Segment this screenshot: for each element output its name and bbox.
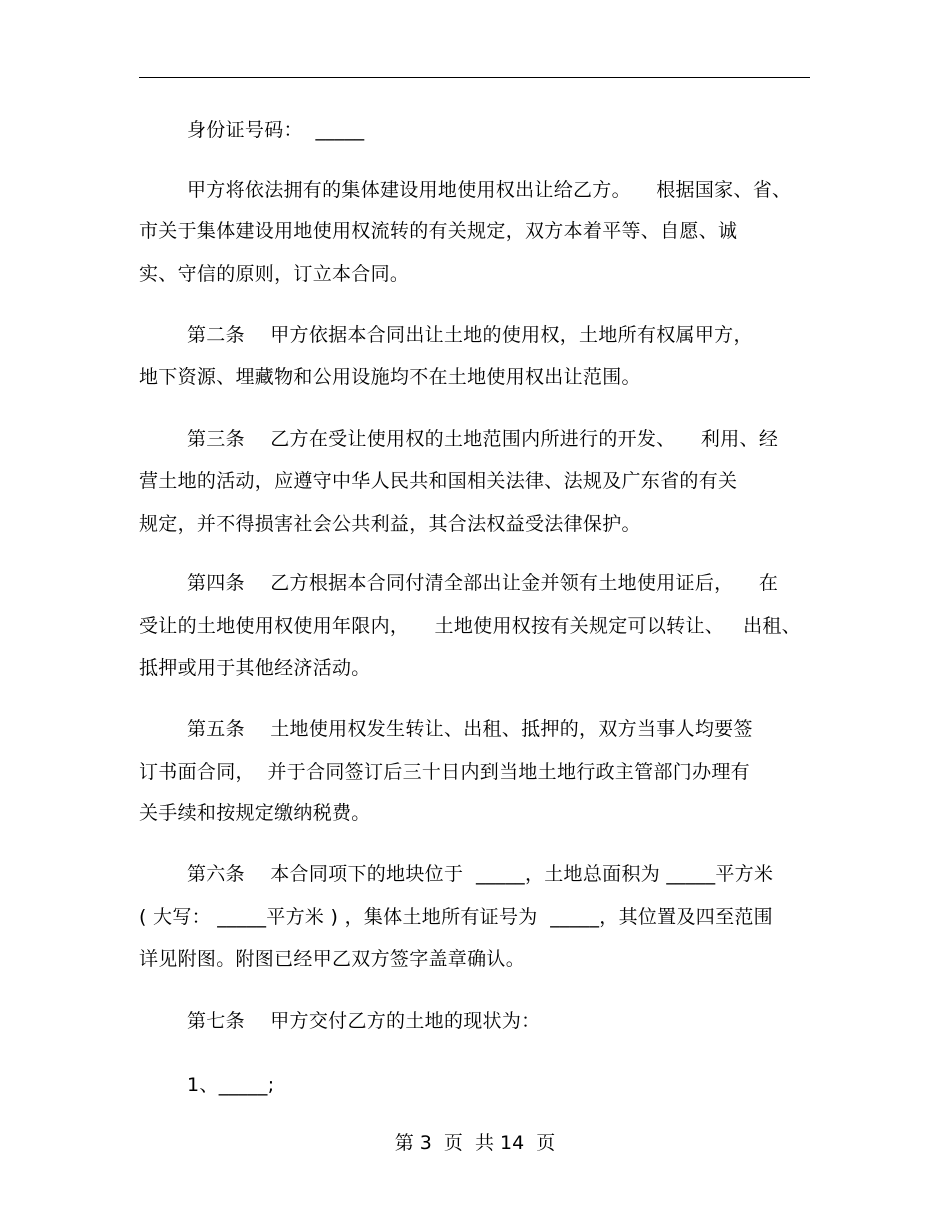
text-line: 市关于集体建设用地使用权流转的有关规定，双方本着平等、自愿、诚 (139, 220, 738, 242)
text-line: 第三条 乙方在受让使用权的土地范围内所进行的开发、 利用、经 (187, 428, 779, 450)
text-line: 第七条 甲方交付乙方的土地的现状为： (187, 1010, 541, 1032)
text-line: ( 大写： _____平方米 ) ，集体土地所有证号为 _____，其位置及四至范围 (139, 906, 773, 928)
text-line: 实、守信的原则，订立本合同。 (139, 263, 410, 285)
text-line: 抵押或用于其他经济活动。 (139, 657, 371, 679)
text-line: 订书面合同， 并于合同签订后三十日内到当地土地行政主管部门办理有 (139, 761, 750, 783)
text-line: 第四条 乙方根据本合同付清全部出让金并领有土地使用证后， 在 (187, 572, 779, 594)
text-line: 第五条 土地使用权发生转让、出租、抵押的，双方当事人均要签 (187, 718, 753, 740)
text-line: 营土地的活动，应遵守中华人民共和国相关法律、法规及广东省的有关 (139, 470, 738, 492)
text-line: 详见附图。附图已经甲乙双方签字盖章确认。 (139, 948, 526, 970)
header-rule (139, 77, 810, 78)
text-line: 第二条 甲方依据本合同出让土地的使用权，土地所有权属甲方， (187, 324, 753, 346)
text-line: 受让的土地使用权使用年限内， 土地使用权按有关规定可以转让、 出租、 (139, 615, 801, 637)
text-line: 第六条 本合同项下的地块位于 _____，土地总面积为 _____平方米 (187, 863, 774, 885)
text-line: 地下资源、埋藏物和公用设施均不在土地使用权出让范围。 (139, 366, 641, 388)
text-line: 甲方将依法拥有的集体建设用地使用权出让给乙方。 根据国家、省、 (187, 179, 792, 201)
text-line: 关手续和按规定缴纳税费。 (139, 802, 371, 824)
text-line: 身份证号码： _____ (187, 119, 365, 141)
text-line: 1、_____; (187, 1074, 275, 1096)
text-line: 规定，并不得损害社会公共利益，其合法权益受法律保护。 (139, 513, 641, 535)
page-number: 第 3 页 共 14 页 (394, 1132, 556, 1154)
